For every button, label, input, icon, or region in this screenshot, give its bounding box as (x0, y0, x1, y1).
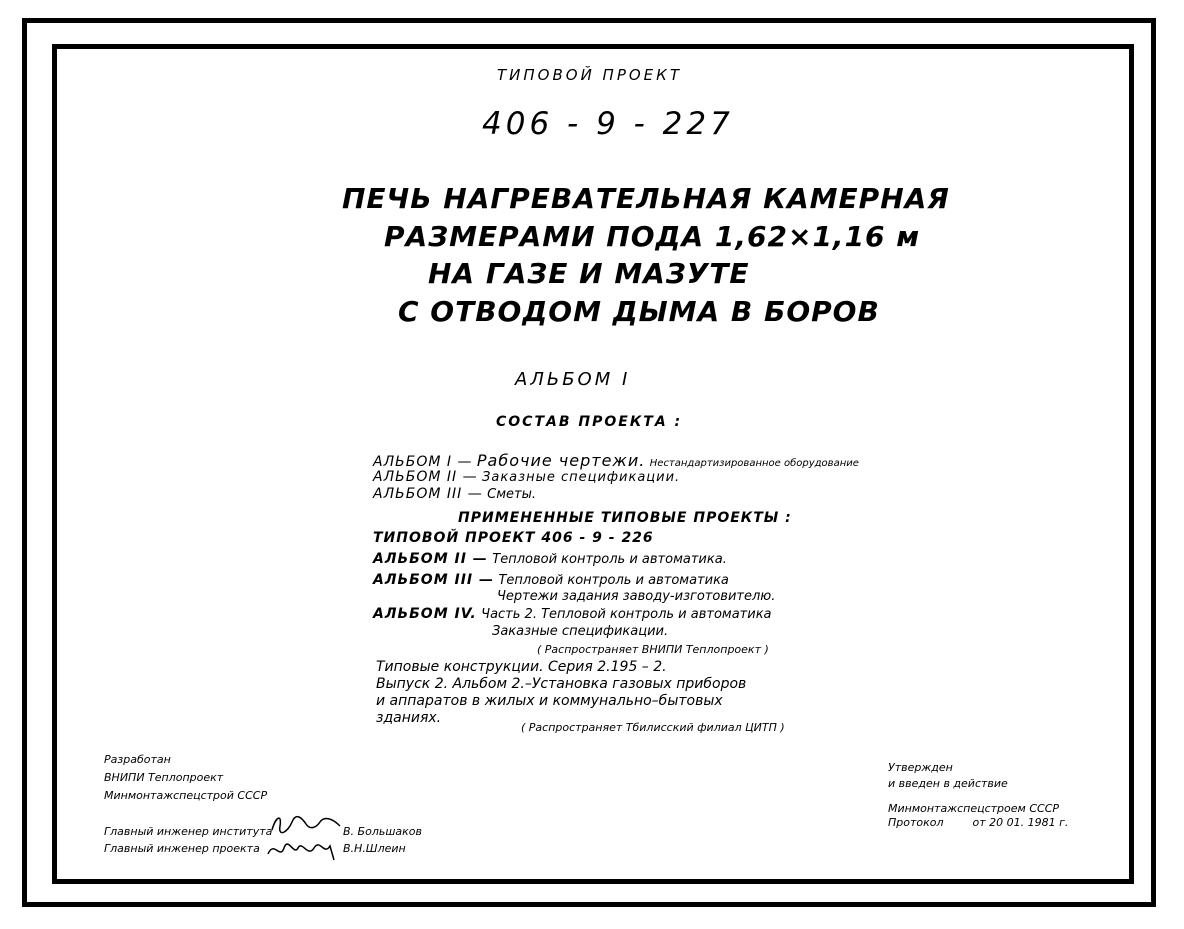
applied-line (373, 572, 729, 588)
applied-line-label: АЛЬБОМ III — (373, 572, 495, 588)
title-line-4: С ОТВОДОМ ДЫМА В БОРОВ (398, 295, 880, 328)
signature-mark (264, 834, 344, 864)
applied-line-label: АЛЬБОМ IV. (373, 606, 477, 622)
applied-line (373, 551, 727, 567)
project-type: ТИПОВОЙ ПРОЕКТ (497, 66, 682, 84)
applied-line-text: Тепловой контроль и автоматика. (492, 552, 727, 567)
album-label: АЛЬБОМ I (515, 369, 631, 390)
developer-line: Разработан (104, 753, 171, 766)
developer-line: ВНИПИ Теплопроект (104, 771, 224, 784)
applied-project-ref: ТИПОВОЙ ПРОЕКТ 406 - 9 - 226 (373, 530, 654, 546)
protocol-date: от 20 01. 1981 г. (972, 816, 1069, 829)
signature-role: Главный инженер проекта (104, 842, 260, 855)
composition-item-text: Заказные спецификации. (482, 470, 681, 485)
title-line-2: РАЗМЕРАМИ ПОДА 1,62×1,16 м (384, 220, 921, 253)
constructions-line: Выпуск 2. Альбом 2.–Установка газовых приборов (376, 676, 747, 692)
applied-line-text: Тепловой контроль и автоматика (498, 573, 729, 588)
approval-line: и введен в действие (888, 777, 1008, 790)
title-line-1: ПЕЧЬ НАГРЕВАТЕЛЬНАЯ КАМЕРНАЯ (342, 182, 950, 215)
composition-item-label: АЛЬБОМ I — (373, 454, 473, 470)
composition-heading: СОСТАВ ПРОЕКТА : (496, 414, 683, 430)
applied-heading: ПРИМЕНЕННЫЕ ТИПОВЫЕ ПРОЕКТЫ : (458, 510, 792, 526)
distributor-note: ( Распространяет ВНИПИ Теплопроект ) (537, 643, 769, 656)
approval-protocol (888, 816, 1068, 829)
signature-role: Главный инженер института (104, 825, 273, 838)
distributor-note: ( Распространяет Тбилисский филиал ЦИТП ) (521, 721, 785, 734)
signature-name: В.Н.Шлеин (343, 842, 406, 855)
project-number: 406 - 9 - 227 (482, 106, 734, 142)
constructions-line: зданиях. (376, 710, 442, 726)
composition-item (373, 469, 680, 485)
composition-item-extra: Нестандартизированное оборудование (649, 458, 859, 469)
applied-line-label: АЛЬБОМ II — (373, 551, 488, 567)
constructions-line: Типовые конструкции. Серия 2.195 – 2. (376, 659, 667, 675)
developer-line: Минмонтажспецстрой СССР (104, 789, 268, 802)
composition-item (373, 451, 859, 470)
applied-line-text: Заказные спецификации. (492, 624, 669, 639)
signature-name: В. Большаков (343, 825, 422, 838)
composition-item-label: АЛЬБОМ III — (373, 486, 483, 502)
title-line-3: НА ГАЗЕ И МАЗУТЕ (428, 257, 750, 290)
approval-ministry: Минмонтажспецстроем СССР (888, 802, 1060, 815)
composition-item-text: Сметы. (487, 487, 537, 502)
constructions-line: и аппаратов в жилых и коммунально–бытовых (376, 693, 723, 709)
composition-item (373, 486, 536, 502)
applied-line (373, 606, 772, 622)
applied-line-text: Часть 2. Тепловой контроль и автоматика (481, 607, 772, 622)
composition-item-label: АЛЬБОМ II — (373, 469, 478, 485)
composition-item-text: Рабочие чертежи. (476, 451, 646, 470)
protocol-label: Протокол (888, 816, 944, 829)
applied-line-text: Чертежи задания заводу-изготовителю. (497, 589, 776, 604)
approval-line: Утвержден (888, 761, 953, 774)
